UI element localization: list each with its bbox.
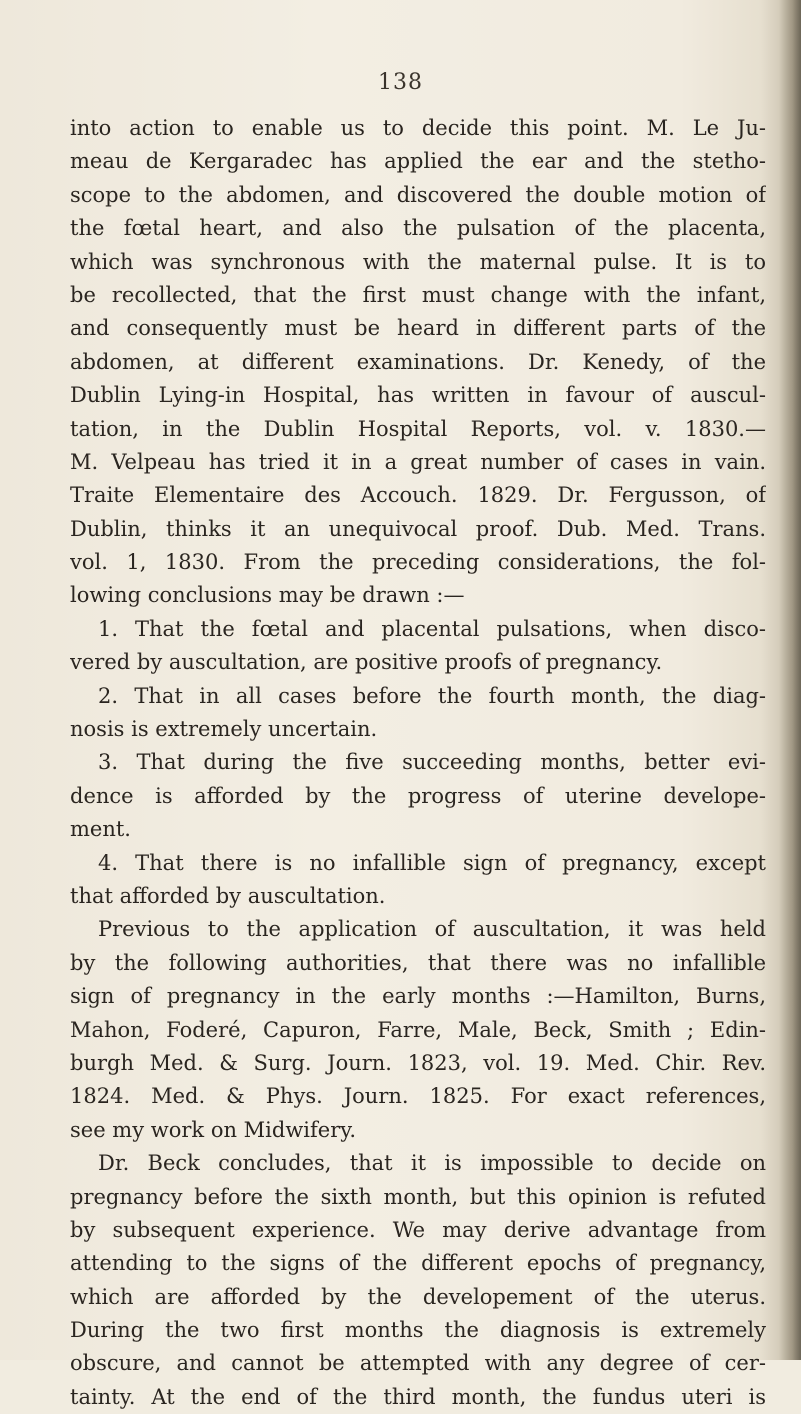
text-line: M. Velpeau has tried it in a great number of cases in vain. [70,449,766,474]
page-number: 138 [378,70,423,95]
text-line: lowing conclusions may be drawn :— [70,583,465,608]
body-text [70,112,766,1414]
text-line: which was synchronous with the maternal pulse. It is to [70,249,766,274]
text-line: 1. That the fœtal and placental pulsations, when disco- [98,616,766,641]
page-edge-shadow [779,0,801,1360]
text-line: vered by auscultation, are positive proofs of pregnancy. [70,650,663,675]
text-line: the fœtal heart, and also the pulsation of the placenta, [70,216,766,241]
text-line: tation, in the Dublin Hospital Reports, vol. v. 1830.— [70,416,766,441]
text-line: see my work on Midwifery. [70,1117,357,1142]
text-line: 2. That in all cases before the fourth month, the diag- [98,683,766,708]
text-line: 3. That during the five succeeding months, better evi- [98,750,766,775]
text-line: and consequently must be heard in different parts of the [70,316,766,341]
text-line: Mahon, Foderé, Capuron, Farre, Male, Beck, Smith ; Edin- [70,1017,766,1042]
text-line: attending to the signs of the different epochs of pregnancy, [70,1251,766,1276]
text-line: be recollected, that the first must change with the infant, [70,282,766,307]
text-line: During the two first months the diagnosis is extremely [70,1318,766,1343]
text-line: Traite Elementaire des Accouch. 1829. Dr. Fergusson, of [70,483,766,508]
text-line: Dublin Lying-in Hospital, has written in favour of auscul- [70,383,766,408]
text-line: scope to the abdomen, and discovered the double motion of [70,182,766,207]
text-line: pregnancy before the sixth month, but this opinion is refuted [70,1184,766,1209]
text-line: by subsequent experience. We may derive advantage from [70,1217,766,1242]
text-line: which are afforded by the developement of the uterus. [70,1284,766,1309]
text-line: dence is afforded by the progress of uterine develope- [70,783,766,808]
text-line: by the following authorities, that there was no infallible [70,950,766,975]
text-line: 4. That there is no infallible sign of pregnancy, except [98,850,766,875]
text-line: Dr. Beck concludes, that it is impossible to decide on [98,1151,766,1176]
text-line: meau de Kergaradec has applied the ear and the stetho- [70,149,766,174]
text-line: vol. 1, 1830. From the preceding considerations, the fol- [70,550,766,575]
text-line: abdomen, at different examinations. Dr. Kenedy, of the [70,349,766,374]
text-line: obscure, and cannot be attempted with any degree of cer- [70,1351,766,1376]
text-line: nosis is extremely uncertain. [70,717,378,742]
text-line: Previous to the application of auscultation, it was held [98,917,766,942]
text-line: burgh Med. & Surg. Journ. 1823, vol. 19. Med. Chir. Rev. [70,1050,766,1075]
text-line: into action to enable us to decide this point. M. Le Ju- [70,116,766,140]
text-line: ment. [70,817,131,842]
text-line: Dublin, thinks it an unequivocal proof. Dub. Med. Trans. [70,516,766,541]
text-line: tainty. At the end of the third month, the fundus uteri is [70,1384,766,1409]
text-line: 1824. Med. & Phys. Journ. 1825. For exact references, [70,1084,766,1109]
text-line: that afforded by auscultation. [70,883,386,908]
text-line: sign of pregnancy in the early months :—Hamilton, Burns, [70,984,766,1009]
